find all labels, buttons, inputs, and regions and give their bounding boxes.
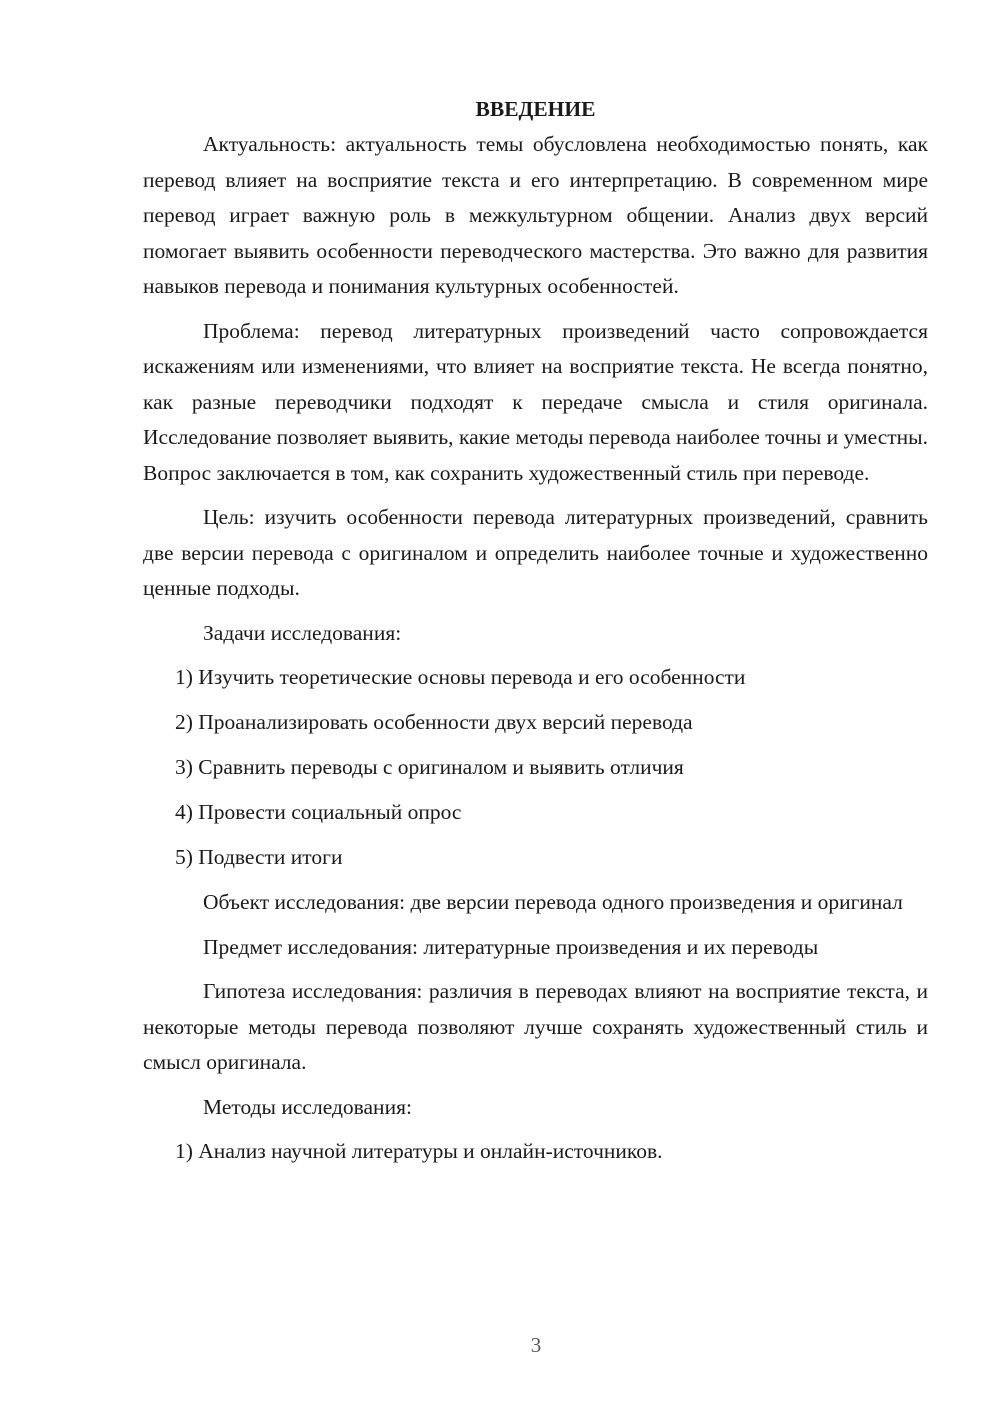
list-item: 5) Подвести итоги [175,845,343,869]
list-item: 1) Изучить теоретические основы перевода и его особенности [175,665,746,689]
tasks-list [143,660,928,876]
hypothesis-paragraph: Гипотеза исследования: различия в переводах влияют на восприятие текста, и некоторые методы перевода позволяют лучше сохранять художественный стиль и смысл оригинала. [143,979,928,1074]
methods-heading: Методы исследования: [203,1094,412,1119]
object-paragraph: Объект исследования: две версии перевода одного произведения и оригинал [203,890,903,914]
list-item: 4) Провести социальный опрос [175,800,462,824]
list-item: 2) Проанализировать особенности двух версий перевода [175,710,693,734]
problem-paragraph: Проблема: перевод литературных произведений часто сопровождается искажениям или изменениями, что влияет на восприятие текста. Не всегда понятно, как разные переводчики подходят к передаче смысла и стиля оригинала. Исследование позволяет выявить, какие методы перевода наиболее точны и уместны. Вопрос заключается в том, как сохранить художественный стиль при переводе. [143,318,928,485]
tasks-heading: Задачи исследования: [203,620,402,645]
relevance-paragraph: Актуальность: актуальность темы обусловлена необходимостью понять, как перевод влияет на восприятие текста и его интерпретацию. В современном мире перевод играет важную роль в межкультурном общении. Анализ двух версий помогает выявить особенности переводческого мастерства. Это важно для развития навыков перевода и понимания культурных особенностей. [143,132,928,298]
goal-paragraph: Цель: изучить особенности перевода литературных произведений, сравнить две версии перевода с оригиналом и определить наиболее точные и художественно ценные подходы. [143,505,928,600]
page-number: 3 [530,1333,542,1357]
page-title: ВВЕДЕНИЕ [475,97,596,121]
list-item: 3) Сравнить переводы с оригиналом и выявить отличия [175,755,684,779]
methods-list [143,1134,928,1170]
document-page [143,92,928,1179]
list-item: 1) Анализ научной литературы и онлайн-источников. [175,1139,663,1163]
subject-paragraph: Предмет исследования: литературные произведения и их переводы [203,934,819,959]
